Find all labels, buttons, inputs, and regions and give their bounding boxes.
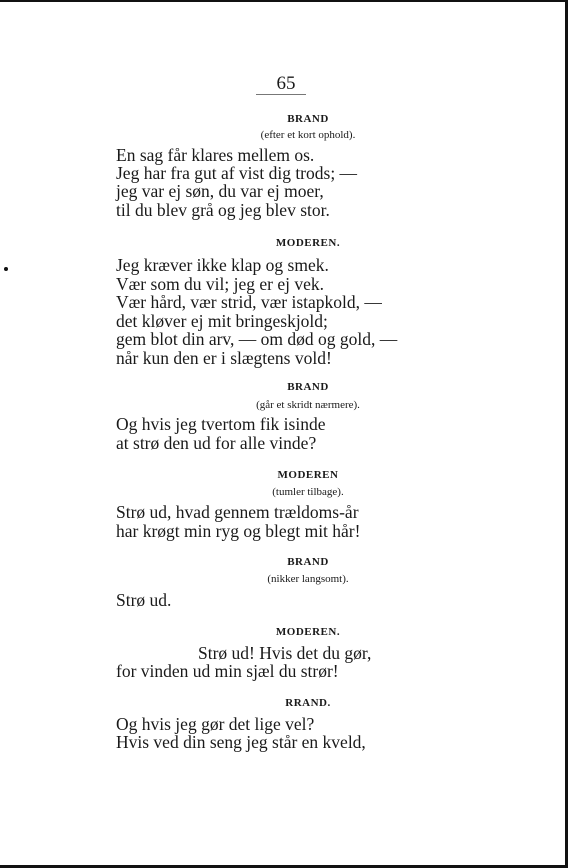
verse-line: at strø den ud for alle vinde?	[116, 433, 317, 453]
speaker-name: MODEREN.	[275, 237, 341, 249]
speaker-name: RRAND.	[285, 697, 331, 709]
page-number-rule	[256, 94, 306, 95]
verse-line: Jeg har fra gut af vist dig trods; —	[116, 163, 358, 183]
verse-line: har krøgt min ryg og blegt mit hår!	[116, 521, 361, 541]
verse-line: Strø ud! Hvis det du gør,	[198, 643, 372, 663]
scan-border-top	[0, 0, 568, 2]
verse-line: En sag får klares mellem os.	[116, 145, 315, 165]
verse-line: Vær som du vil; jeg er ej vek.	[116, 274, 325, 294]
verse-line: gem blot din arv, — om død og gold, —	[116, 329, 398, 349]
verse-line: Og hvis jeg gør det lige vel?	[116, 714, 315, 734]
speaker-name: MODEREN.	[275, 626, 341, 638]
page-number: 65	[276, 73, 296, 94]
speaker-name: BRAND	[287, 381, 329, 393]
verse-line: Jeg kræver ikke klap og smek.	[116, 255, 329, 275]
margin-mark	[4, 267, 8, 271]
stage-direction: (nikker langsomt).	[267, 573, 349, 585]
verse-line: det kløver ej mit bringeskjold;	[116, 311, 328, 331]
verse-line: Strø ud, hvad gennem trældoms-år	[116, 502, 359, 522]
verse-line: Vær hård, vær strid, vær istapkold, —	[116, 292, 382, 312]
verse-line: til du blev grå og jeg blev stor.	[116, 200, 330, 220]
stage-direction: (tumler tilbage).	[272, 486, 344, 498]
verse-line: jeg var ej søn, du var ej moer,	[116, 181, 324, 201]
verse-line: Og hvis jeg tvertom fik isinde	[116, 414, 326, 434]
speaker-name: BRAND	[287, 556, 329, 568]
verse-line: for vinden ud min sjæl du strør!	[116, 661, 339, 681]
verse-line: Strø ud.	[116, 590, 172, 610]
stage-direction: (efter et kort ophold).	[260, 129, 356, 141]
speaker-name: MODEREN	[277, 469, 339, 481]
speaker-name: BRAND	[287, 113, 329, 125]
stage-direction: (går et skridt nærmere).	[256, 399, 360, 411]
verse-line: Hvis ved din seng jeg står en kveld,	[116, 732, 366, 752]
verse-line: når kun den er i slægtens vold!	[116, 348, 332, 368]
